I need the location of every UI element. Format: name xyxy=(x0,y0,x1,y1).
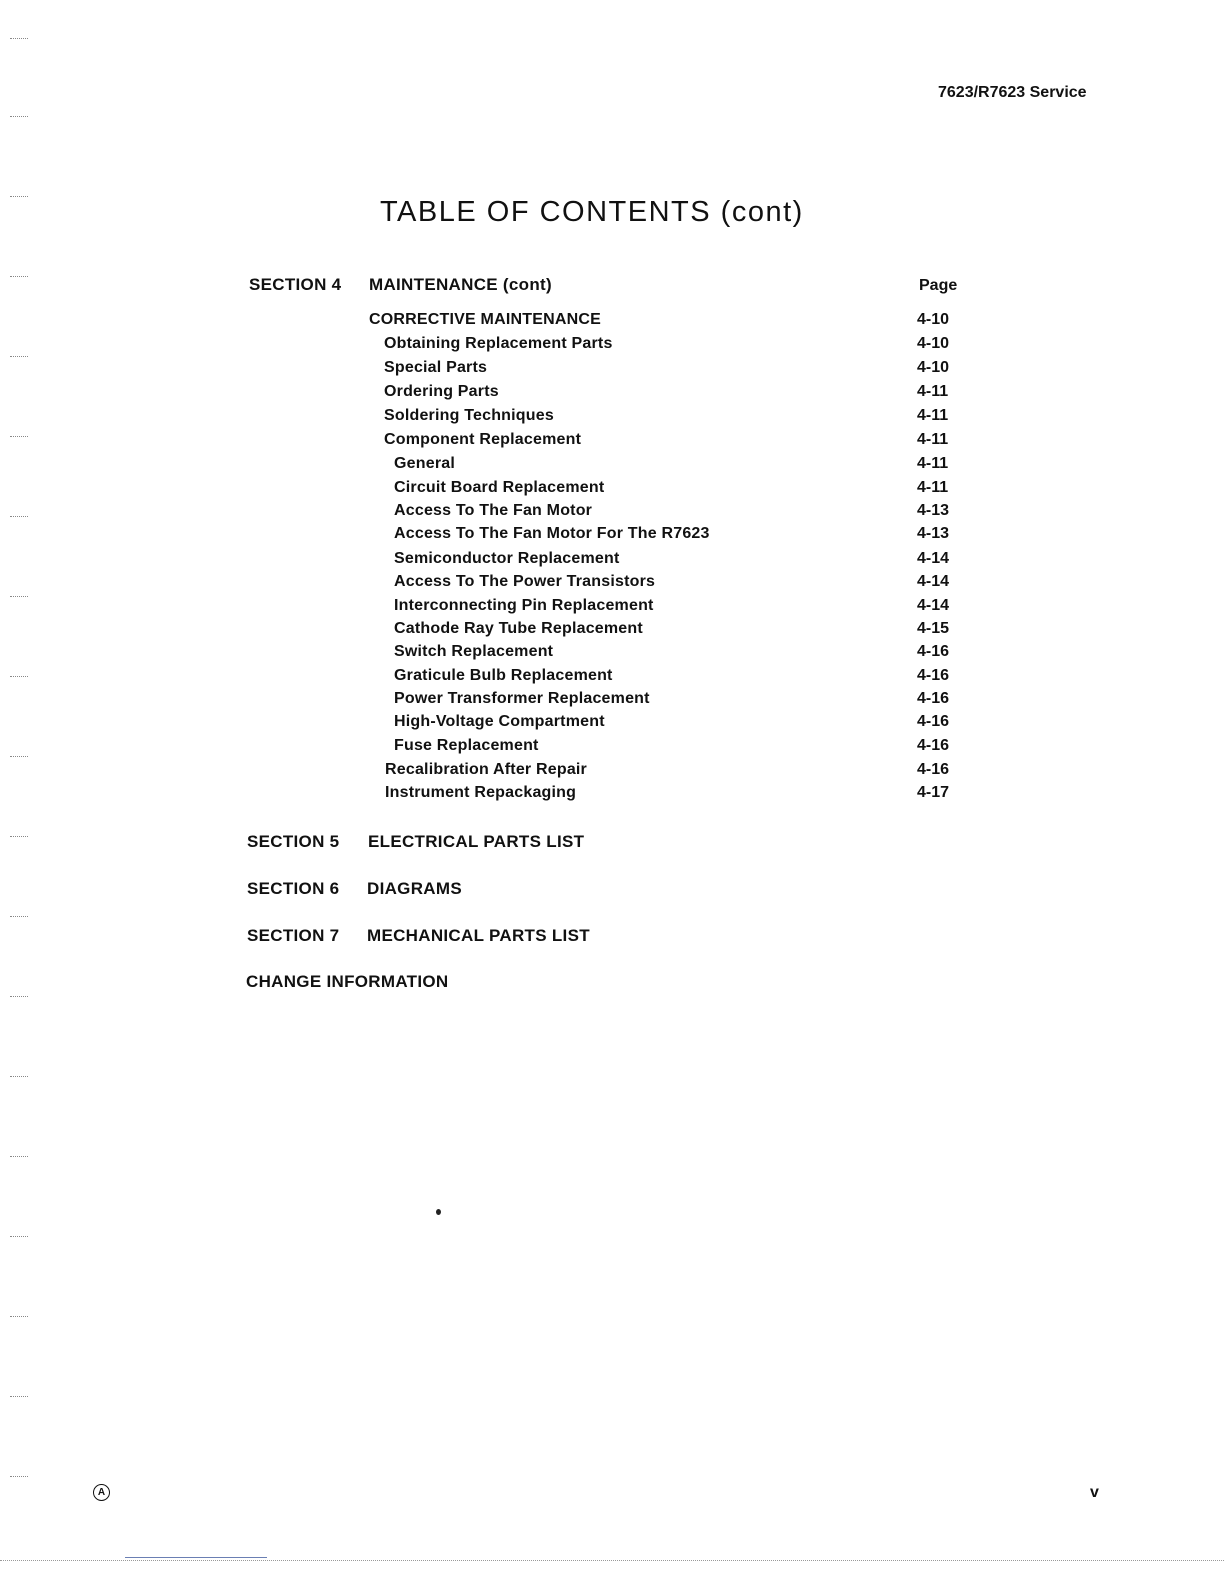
margin-mark xyxy=(10,276,28,278)
toc-page: 4-14 xyxy=(917,597,950,614)
section-6-title: DIAGRAMS xyxy=(367,879,462,898)
toc-entry: Instrument Repackaging xyxy=(385,784,577,801)
margin-mark xyxy=(10,1236,28,1238)
toc-entry: Component Replacement xyxy=(384,431,582,448)
toc-page: 4-11 xyxy=(917,455,949,472)
toc-entry: Access To The Fan Motor xyxy=(394,502,593,519)
toc-page: 4-11 xyxy=(917,479,949,496)
document-id: 7623/R7623 Service xyxy=(938,84,1087,101)
margin-mark xyxy=(10,676,28,678)
margin-mark xyxy=(10,116,28,118)
toc-page: 4-10 xyxy=(917,335,950,352)
toc-entry: Access To The Power Transistors xyxy=(394,573,656,590)
toc-page: 4-13 xyxy=(917,525,950,542)
change-information: CHANGE INFORMATION xyxy=(246,972,449,991)
toc-entry: General xyxy=(394,455,455,472)
revision-mark-icon xyxy=(93,1484,110,1501)
margin-mark xyxy=(10,996,28,998)
margin-mark xyxy=(10,516,28,518)
toc-entry: Semiconductor Replacement xyxy=(394,550,620,567)
margin-mark xyxy=(10,1076,28,1078)
page-column-header: Page xyxy=(919,277,958,294)
section-4-title: MAINTENANCE (cont) xyxy=(369,275,552,294)
section-7-label: SECTION 7 xyxy=(247,926,340,945)
toc-entry: Soldering Techniques xyxy=(384,407,554,424)
toc-page: 4-15 xyxy=(917,620,950,637)
scan-edge-mark xyxy=(125,1557,267,1558)
toc-page: 4-16 xyxy=(917,667,950,684)
scan-edge-line xyxy=(0,1560,1224,1561)
toc-page: 4-16 xyxy=(917,761,950,778)
toc-page: 4-16 xyxy=(917,643,950,660)
toc-entry: Recalibration After Repair xyxy=(385,761,587,778)
section-5-label: SECTION 5 xyxy=(247,832,340,851)
margin-mark xyxy=(10,196,28,198)
margin-mark xyxy=(10,756,28,758)
margin-mark xyxy=(10,38,28,40)
toc-entry: Power Transformer Replacement xyxy=(394,690,650,707)
toc-page: 4-16 xyxy=(917,737,950,754)
toc-entry: Graticule Bulb Replacement xyxy=(394,667,613,684)
section-7-title: MECHANICAL PARTS LIST xyxy=(367,926,590,945)
section-6-label: SECTION 6 xyxy=(247,879,340,898)
toc-entry: Circuit Board Replacement xyxy=(394,479,605,496)
toc-page: 4-13 xyxy=(917,502,950,519)
scan-speck xyxy=(436,1209,441,1215)
margin-mark xyxy=(10,1396,28,1398)
toc-entry: CORRECTIVE MAINTENANCE xyxy=(369,311,601,328)
margin-mark xyxy=(10,356,28,358)
margin-mark xyxy=(10,1476,28,1478)
margin-mark xyxy=(10,1316,28,1318)
toc-entry: Obtaining Replacement Parts xyxy=(384,335,613,352)
toc-page: 4-11 xyxy=(917,407,949,424)
page-title: TABLE OF CONTENTS (cont) xyxy=(380,196,804,228)
toc-page: 4-16 xyxy=(917,713,950,730)
section-5-title: ELECTRICAL PARTS LIST xyxy=(368,832,585,851)
toc-entry: Ordering Parts xyxy=(384,383,499,400)
toc-entry: Cathode Ray Tube Replacement xyxy=(394,620,643,637)
margin-mark xyxy=(10,1156,28,1158)
toc-entry: Access To The Fan Motor For The R7623 xyxy=(394,525,710,542)
margin-mark xyxy=(10,836,28,838)
page-number: v xyxy=(1090,1484,1099,1501)
toc-page: 4-11 xyxy=(917,383,949,400)
margin-mark xyxy=(10,916,28,918)
toc-page: 4-17 xyxy=(917,784,950,801)
margin-mark xyxy=(10,596,28,598)
toc-entry: Special Parts xyxy=(384,359,488,376)
section-4-label: SECTION 4 xyxy=(249,275,342,294)
toc-entry: Switch Replacement xyxy=(394,643,554,660)
toc-page: 4-16 xyxy=(917,690,950,707)
toc-entry: Interconnecting Pin Replacement xyxy=(394,597,654,614)
toc-page: 4-14 xyxy=(917,550,950,567)
margin-mark xyxy=(10,436,28,438)
toc-page: 4-10 xyxy=(917,359,950,376)
toc-entry: Fuse Replacement xyxy=(394,737,539,754)
toc-page: 4-10 xyxy=(917,311,950,328)
toc-page: 4-14 xyxy=(917,573,950,590)
toc-entry: High-Voltage Compartment xyxy=(394,713,605,730)
revision-mark-letter: A xyxy=(97,1487,106,1498)
toc-page: 4-11 xyxy=(917,431,949,448)
